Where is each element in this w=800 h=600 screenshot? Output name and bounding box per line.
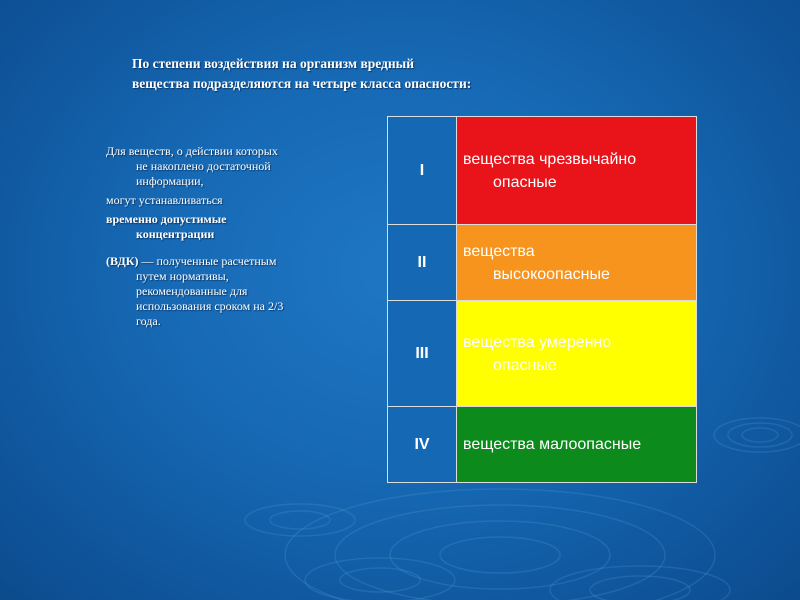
hazard-label-line-1: вещества малоопасные: [463, 436, 642, 453]
sidebar-p1-line-3: информации,: [136, 174, 204, 188]
sidebar-p4-line-5: года.: [136, 314, 161, 328]
hazard-class-label: [457, 407, 696, 482]
title-line-1: По степени воздействия на организм вредный: [132, 56, 414, 71]
sidebar-p3-line-1: временно допустимые: [106, 212, 227, 226]
hazard-class-numeral: II: [388, 225, 457, 300]
hazard-class-numeral: I: [388, 117, 457, 224]
hazard-label-line-2: опасные: [493, 173, 557, 191]
hazard-row-4: [388, 407, 696, 482]
sidebar-p4-line-3: рекомендованные для: [136, 284, 248, 298]
hazard-row-3: [388, 301, 696, 407]
vdk-description: [106, 144, 346, 329]
slide-title: [132, 54, 602, 94]
hazard-class-table: [387, 116, 697, 483]
vdk-abbreviation: (ВДК): [106, 254, 139, 268]
hazard-class-label: [457, 117, 696, 224]
sidebar-p4-line-1: — полученные расчетным: [138, 254, 277, 268]
hazard-row-2: [388, 225, 696, 301]
hazard-label-line-1: вещества умеренно: [463, 333, 612, 351]
hazard-row-1: [388, 117, 696, 225]
sidebar-p4-line-2: путем нормативы,: [136, 269, 229, 283]
sidebar-p1-line-1: Для веществ, о действии которых: [106, 144, 278, 158]
sidebar-paragraph-2: могут устанавливаться: [106, 193, 223, 207]
sidebar-p4-line-4: использования сроком на 2/3: [136, 299, 284, 313]
hazard-label-line-2: опасные: [493, 356, 557, 374]
hazard-class-label: [457, 301, 696, 406]
hazard-class-label: [457, 225, 696, 300]
hazard-label-line-1: вещества чрезвычайно: [463, 150, 637, 168]
hazard-class-numeral: IV: [388, 407, 457, 482]
sidebar-paragraph-3: [106, 212, 346, 242]
sidebar-paragraph-1: [106, 144, 346, 189]
sidebar-paragraph-4: [106, 254, 346, 329]
sidebar-p3-line-2: концентрации: [136, 227, 215, 241]
title-line-2: вещества подразделяются на четыре класса опасности:: [132, 76, 472, 91]
hazard-label-line-1: вещества: [463, 242, 535, 260]
sidebar-p1-line-2: не накоплено достаточной: [136, 159, 271, 173]
hazard-label-line-2: высокоопасные: [493, 265, 610, 283]
hazard-class-numeral: III: [388, 301, 457, 406]
